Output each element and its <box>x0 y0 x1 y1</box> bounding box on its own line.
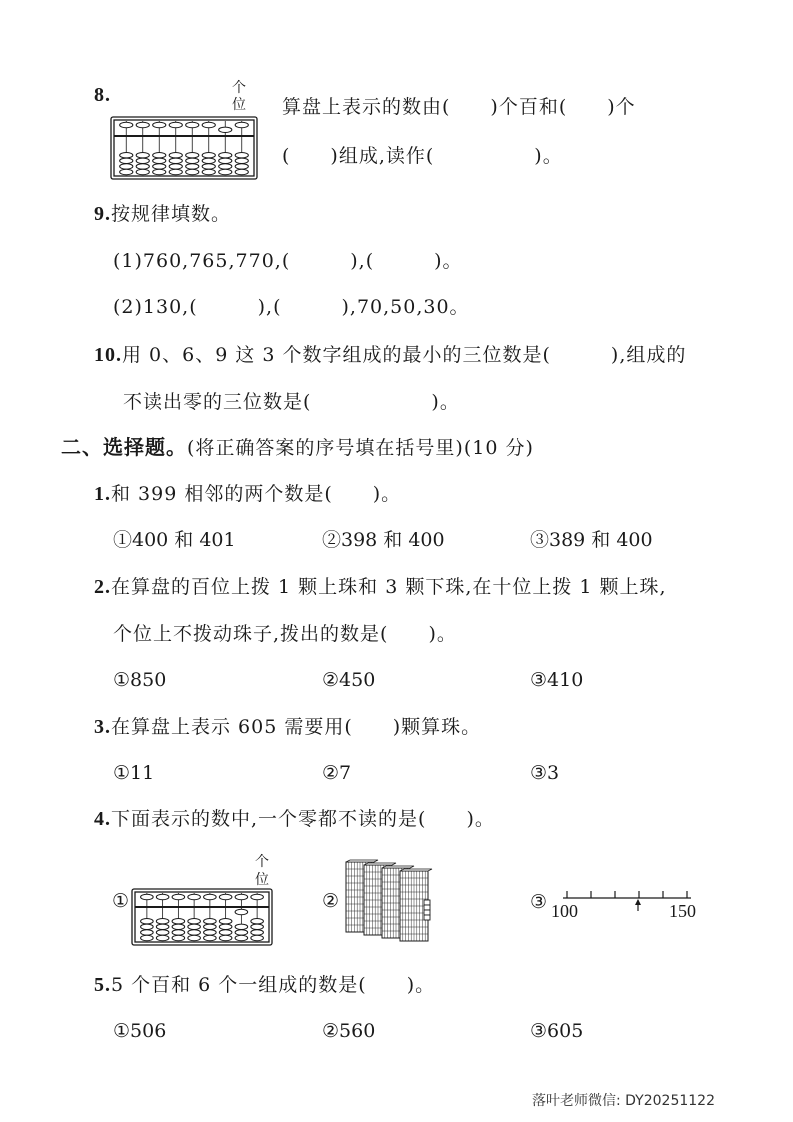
footer-watermark: 落叶老师微信: DY20251122 <box>532 1093 715 1109</box>
section2-heading <box>61 434 534 461</box>
c4-numberline-end: 150 <box>669 901 696 921</box>
q9-sub2: (2)130,( ),( ),70,50,30。 <box>113 296 470 318</box>
c4-option-2-mark: ② <box>322 890 340 912</box>
q10-number: 10. <box>94 344 122 366</box>
c4-numberline-start: 100 <box>551 901 578 921</box>
q10-line2: 不读出零的三位数是( )。 <box>123 391 460 413</box>
c3-text: 在算盘上表示 605 需要用( )颗算珠。 <box>111 716 482 738</box>
q8-abacus-label-bottom: 位 <box>232 97 246 113</box>
q10-line1: 用 0、6、9 这 3 个数字组成的最小的三位数是( ),组成的 <box>122 344 687 366</box>
c3-option-1: ①11 <box>113 762 155 784</box>
q8-abacus-image <box>110 116 258 180</box>
c5-number: 5. <box>94 974 111 996</box>
c2-line1: 在算盘的百位上拨 1 颗上珠和 3 颗下珠,在十位上拨 1 颗上珠, <box>111 576 667 598</box>
c2-number: 2. <box>94 576 111 598</box>
c4-option-1-mark: ① <box>112 890 130 912</box>
c3-option-3: ③3 <box>530 762 560 784</box>
c5-option-3: ③605 <box>530 1020 584 1042</box>
q8-line1: 算盘上表示的数由( )个百和( )个 <box>282 96 636 118</box>
c2-option-1: ①850 <box>113 669 167 691</box>
c4-base-ten-blocks-image <box>338 860 438 940</box>
c2-option-3: ③410 <box>530 669 584 691</box>
section2-title: 二、选择题。 <box>61 435 187 459</box>
q8-abacus-label-top: 个 <box>232 80 246 96</box>
c2-line2: 个位上不拨动珠子,拨出的数是( )。 <box>113 623 457 645</box>
c4-abacus-label-top: 个 <box>255 854 269 870</box>
q9-sub1: (1)760,765,770,( ),( )。 <box>113 250 463 272</box>
q8-line2: ( )组成,读作( )。 <box>282 145 563 167</box>
section2-note: (将正确答案的序号填在括号里)(10 分) <box>187 437 534 459</box>
c5-option-1: ①506 <box>113 1020 167 1042</box>
q9-number: 9. <box>94 203 111 225</box>
c1-option-2: ②398 和 400 <box>322 529 445 551</box>
c4-text: 下面表示的数中,一个零都不读的是( )。 <box>111 808 495 830</box>
c4-option-3-mark: ③ <box>530 891 548 913</box>
c5-option-2: ②560 <box>322 1020 376 1042</box>
c5-text: 5 个百和 6 个一组成的数是( )。 <box>111 974 436 996</box>
c3-option-2: ②7 <box>322 762 352 784</box>
c1-number: 1. <box>94 483 111 505</box>
q9-title: 按规律填数。 <box>111 203 232 225</box>
c4-abacus-label-bottom: 位 <box>255 872 269 888</box>
q8-number: 8. <box>94 84 111 106</box>
c2-option-2: ②450 <box>322 669 376 691</box>
c1-text: 和 399 相邻的两个数是( )。 <box>111 483 402 505</box>
c4-abacus-image <box>131 888 273 946</box>
c1-option-1: ①400 和 401 <box>113 529 236 551</box>
c4-number: 4. <box>94 808 111 830</box>
c3-number: 3. <box>94 716 111 738</box>
c1-option-3: ③389 和 400 <box>530 529 653 551</box>
